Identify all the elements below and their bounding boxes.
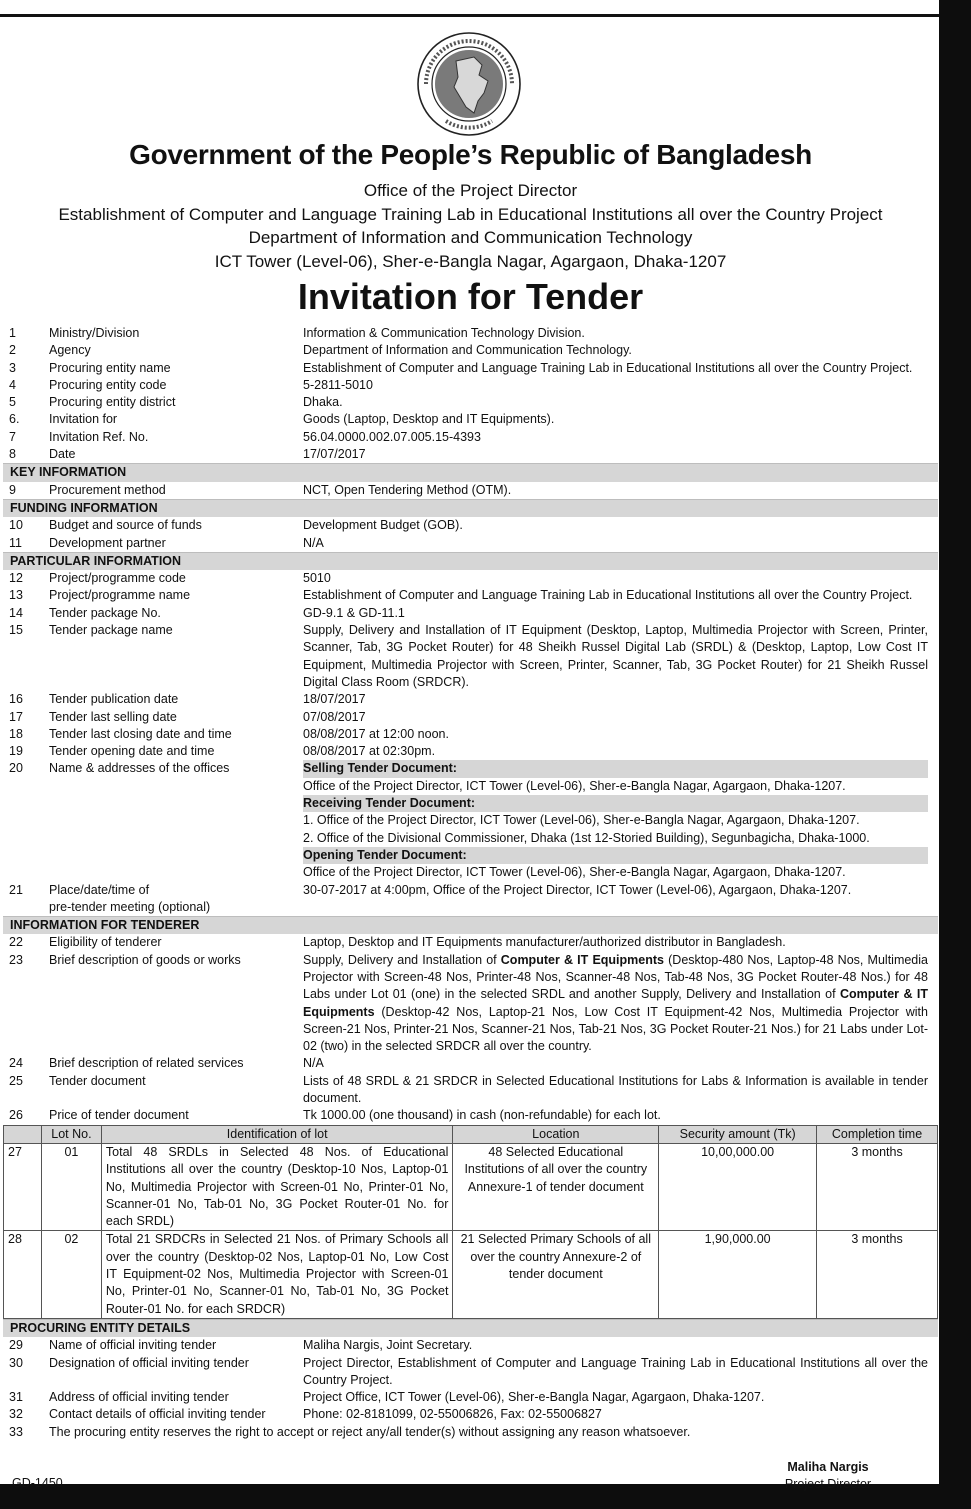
government-title: Government of the People’s Republic of Bangladesh (129, 139, 812, 170)
detail-row (3, 482, 938, 499)
goods-description-row (3, 952, 938, 1056)
row-number: 12 (9, 571, 23, 586)
goods-emphasis-1: Computer & IT Equipments (500, 952, 664, 967)
row-label-line-2: pre-tender meeting (optional) (49, 899, 211, 914)
row-value: 56.04.0000.002.07.005.15-4393 (303, 429, 481, 444)
row-value: 5-2811-5010 (303, 377, 373, 392)
row-value: Establishment of Computer and Language Training Lab in Educational Institutions all over the Country Project. (303, 360, 913, 375)
row-number: 16 (9, 692, 23, 707)
detail-row (3, 325, 938, 342)
row-label: Project/programme name (49, 588, 191, 603)
row-value: 17/07/2017 (303, 447, 366, 462)
row-number: 22 (9, 935, 23, 950)
detail-row (3, 377, 938, 394)
detail-row (3, 1389, 938, 1406)
row-value: Establishment of Computer and Language Training Lab in Educational Institutions all over the Country Project. (303, 588, 913, 603)
row-label: Project/programme code (49, 571, 186, 586)
section-information-for-tenderer: INFORMATION FOR TENDERER (3, 916, 938, 934)
receiving-office-2: 2. Office of the Divisional Commissioner, Dhaka (1st 12-Storied Building), Segunbagicha, Dhaka-1000. (303, 830, 870, 845)
row-value: Tk 1000.00 (one thousand) in cash (non-refundable) for each lot. (303, 1108, 661, 1123)
row-number: 3 (9, 360, 16, 375)
selling-office: Office of the Project Director, ICT Tower (Level-06), Sher-e-Bangla Nagar, Agargaon, Dhaka-1207. (303, 778, 846, 793)
row-number: 27 (4, 1143, 42, 1230)
tender-details (3, 325, 938, 1441)
row-number: 6. (9, 412, 20, 427)
signature-block (773, 1459, 883, 1493)
lot-location: 21 Selected Primary Schools of all over the country Annexure-2 of tender document (453, 1231, 659, 1318)
table-row (4, 1231, 938, 1318)
row-number: 9 (9, 482, 16, 497)
detail-row (3, 691, 938, 708)
row-label: Budget and source of funds (49, 518, 202, 533)
row-number: 14 (9, 605, 23, 620)
row-value: 5010 (303, 571, 331, 586)
opening-heading: Opening Tender Document: (303, 847, 928, 864)
detail-row (3, 446, 938, 463)
signatory-title: Project Director (784, 1477, 872, 1491)
row-label: Invitation for (49, 412, 118, 427)
row-label: Brief description of related services (49, 1056, 244, 1071)
row-number: 11 (9, 535, 22, 550)
row-number: 13 (9, 588, 23, 603)
row-number: 25 (9, 1073, 23, 1088)
row-label: Eligibility of tenderer (49, 935, 162, 950)
lot-completion: 3 months (817, 1231, 938, 1318)
pre-tender-meeting-row (3, 882, 938, 917)
lot-security: 1,90,000.00 (659, 1231, 817, 1318)
address-line: ICT Tower (Level-06), Sher-e-Bangla Nagar, Agargaon, Dhaka-1207 (214, 252, 727, 271)
row-value: 30-07-2017 at 4:00pm, Office of the Project Director, ICT Tower (Level-06), Agargaon, Dhaka-1207. (303, 882, 852, 897)
lot-location: 48 Selected Educational Institutions of all over the country Annexure-1 of tender document (453, 1143, 659, 1230)
detail-row (3, 1073, 938, 1108)
row-value: Maliha Nargis, Joint Secretary. (303, 1338, 473, 1353)
row-label: Procurement method (49, 482, 166, 497)
lot-number: 01 (41, 1143, 101, 1230)
detail-row (3, 360, 938, 377)
row-value: Department of Information and Communication Technology. (303, 343, 632, 358)
notice-title: Invitation for Tender (297, 276, 644, 317)
row-value: GD-9.1 & GD-11.1 (303, 605, 405, 620)
row-number: 5 (9, 395, 16, 410)
receiving-heading: Receiving Tender Document: (303, 795, 928, 812)
row-label: Ministry/Division (49, 326, 140, 340)
goods-text-1: Supply, Delivery and Installation of (303, 952, 501, 967)
department-line: Department of Information and Communication Technology (248, 228, 693, 247)
top-border (0, 0, 971, 17)
detail-row (3, 429, 938, 446)
reservation-row (3, 1424, 938, 1441)
lots-header-lot: Lot No. (41, 1125, 101, 1143)
detail-row (3, 411, 938, 428)
detail-row (3, 743, 938, 760)
lots-header-blank (4, 1125, 42, 1143)
row-number: 8 (9, 447, 16, 462)
receiving-office-1: 1. Office of the Project Director, ICT Tower (Level-06), Sher-e-Bangla Nagar, Agargaon, Dhaka-1207. (303, 813, 860, 828)
offices-value (303, 760, 938, 881)
row-label: Name & addresses of the offices (49, 761, 230, 776)
row-label: Tender document (49, 1073, 146, 1088)
row-number: 24 (9, 1056, 23, 1071)
section-funding-information: FUNDING INFORMATION (3, 499, 938, 517)
government-seal-icon (416, 31, 522, 137)
row-label: Tender last closing date and time (49, 726, 232, 741)
lots-header-row (4, 1125, 938, 1143)
row-label: Procuring entity code (49, 377, 167, 392)
lots-header-security: Security amount (Tk) (659, 1125, 817, 1143)
detail-row (3, 1355, 938, 1390)
row-value: Lists of 48 SRDL & 21 SRDCR in Selected Educational Institutions for Labs & Information is available in tender document. (303, 1073, 928, 1106)
detail-row (3, 1107, 938, 1124)
row-value: Dhaka. (303, 395, 343, 410)
row-label: Tender publication date (49, 692, 179, 707)
row-value: 08/08/2017 at 02:30pm. (303, 744, 436, 759)
row-number: 26 (9, 1108, 23, 1123)
row-label: Tender last selling date (49, 709, 177, 724)
row-label-line-1: Place/date/time of (49, 882, 150, 897)
row-label: Procuring entity name (49, 360, 171, 375)
detail-row (3, 394, 938, 411)
row-value: NCT, Open Tendering Method (OTM). (303, 482, 512, 497)
office-line: Office of the Project Director (363, 181, 578, 200)
row-value: Laptop, Desktop and IT Equipments manufacturer/authorized distributor in Bangladesh. (303, 935, 786, 950)
row-label: Contact details of official inviting tender (49, 1407, 266, 1422)
goods-emphasis-2: Computer & IT Equipments (303, 987, 929, 1019)
detail-row (3, 570, 938, 587)
table-row (4, 1143, 938, 1230)
lot-security: 10,00,000.00 (659, 1143, 817, 1230)
row-number: 10 (9, 518, 23, 533)
row-label (49, 882, 299, 917)
detail-row (3, 1337, 938, 1354)
opening-office: Office of the Project Director, ICT Tower (Level-06), Sher-e-Bangla Nagar, Agargaon, Dhaka-1207. (303, 865, 846, 880)
section-procuring-entity-details: PROCURING ENTITY DETAILS (3, 1319, 938, 1337)
row-label: Invitation Ref. No. (49, 429, 149, 444)
row-label: Address of official inviting tender (49, 1390, 229, 1405)
row-number: 33 (9, 1424, 23, 1439)
row-number: 23 (9, 952, 23, 967)
project-line: Establishment of Computer and Language Training Lab in Educational Institutions all over the Country Project (58, 205, 883, 224)
row-value: Development Budget (GOB). (303, 518, 463, 533)
row-value: Phone: 02-8181099, 02-55006826, Fax: 02-55006827 (303, 1407, 602, 1422)
goods-text-2: (Desktop-480 Nos, Laptop-48 Nos, Multimedia Projector with Screen-48 Nos, Printer-48 Nos, Scanner-48 Nos, Tab-48 Nos, 3G Pocket Router-48 Nos.) for 48 Labs under Lot 01 (one) in the selected SRDL and another Supply, Delivery and Installation of (303, 952, 928, 1002)
row-number: 30 (9, 1355, 23, 1370)
lots-table (3, 1125, 938, 1319)
goods-text-3: (Desktop-42 Nos, Laptop-21 Nos, Low Cost IT Equipment-42 Nos, Multimedia Projector with Screen-21 Nos, Printer-21 Nos, Scanner-21 Nos, Tab-21 Nos, 3G Pocket Router-21 Nos.) for 21 Labs under Lot-02 (two) in the selected SRDCR all over the country. (303, 1004, 928, 1054)
reservation-text: The procuring entity reserves the right to accept or reject any/all tender(s) without assigning any reason whatsoever. (49, 1424, 691, 1439)
row-value: Project Director, Establishment of Computer and Language Training Lab in Educational Institutions all over the Country Project. (303, 1355, 928, 1387)
row-number: 1 (9, 326, 16, 340)
row-label: Date (49, 447, 76, 462)
detail-row (3, 342, 938, 359)
row-value: N/A (303, 535, 324, 550)
row-value: N/A (303, 1056, 324, 1071)
detail-row (3, 587, 938, 604)
row-label: Price of tender document (49, 1108, 189, 1123)
detail-row (3, 605, 938, 622)
detail-row (3, 1055, 938, 1072)
section-key-information: KEY INFORMATION (3, 463, 938, 481)
row-number: 7 (9, 429, 16, 444)
lots-header-identification: Identification of lot (101, 1125, 453, 1143)
row-label: Tender package name (49, 623, 173, 638)
row-number: 18 (9, 726, 23, 741)
row-number: 4 (9, 377, 16, 392)
detail-row (3, 535, 938, 552)
lots-header-completion: Completion time (817, 1125, 938, 1143)
row-number: 29 (9, 1338, 23, 1353)
lot-completion: 3 months (817, 1143, 938, 1230)
row-label: Tender opening date and time (49, 744, 215, 759)
lot-number: 02 (41, 1231, 101, 1318)
offices-row (3, 760, 938, 881)
row-number: 17 (9, 709, 23, 724)
row-label: Designation of official inviting tender (49, 1355, 249, 1370)
row-number: 15 (9, 623, 23, 638)
row-label: Procuring entity district (49, 395, 176, 410)
row-value: Project Office, ICT Tower (Level-06), Sher-e-Bangla Nagar, Agargaon, Dhaka-1207. (303, 1390, 765, 1405)
detail-row (3, 934, 938, 951)
row-number: 2 (9, 343, 16, 358)
signatory-name: Maliha Nargis (787, 1460, 869, 1474)
row-value (303, 952, 938, 1056)
detail-row (3, 709, 938, 726)
row-value: 08/08/2017 at 12:00 noon. (303, 726, 449, 741)
row-value: 07/08/2017 (303, 709, 366, 724)
row-number: 31 (9, 1390, 23, 1405)
lot-identification: Total 21 SRDCRs in Selected 21 Nos. of Primary Schools all over the country (Desktop-02 Nos, Laptop-01 No, Low Cost IT Equipment-02 Nos, Multimedia Projector with Screen-01 No, Printer-01 No, Scanner-01 No, Tab-01 No, 3G Pocket Router-01 No. for each SRDCR) (101, 1231, 453, 1318)
detail-row (3, 517, 938, 534)
row-number: 19 (9, 744, 23, 759)
right-scan-edge (939, 0, 971, 1509)
selling-heading: Selling Tender Document: (303, 760, 928, 777)
detail-row (3, 622, 938, 691)
section-particular-information: PARTICULAR INFORMATION (3, 552, 938, 570)
row-label: Tender package No. (49, 605, 161, 620)
row-label: Agency (49, 343, 91, 358)
notice-code: GD-1450 (12, 1476, 63, 1490)
row-label: Development partner (49, 535, 166, 550)
detail-row (3, 1406, 938, 1423)
row-number: 21 (9, 882, 23, 897)
lots-header-location: Location (453, 1125, 659, 1143)
row-label: Name of official inviting tender (49, 1338, 217, 1353)
lot-identification: Total 48 SRDLs in Selected 48 Nos. of Educational Institutions all over the country (Desktop-10 Nos, Laptop-01 No, Multimedia Projector with Screen-01 No, Printer-01 No, Scanner-01 No, Tab-01 No, 3G Pocket Router-01 No. for each SRDL) (101, 1143, 453, 1230)
detail-row (3, 726, 938, 743)
row-value: Information & Communication Technology Division. (303, 326, 585, 340)
row-number: 20 (9, 761, 23, 776)
row-label: Brief description of goods or works (49, 952, 241, 967)
row-value: Supply, Delivery and Installation of IT Equipment (Desktop, Laptop, Multimedia Projector with Screen, Printer, Scanner, Tab, 3G Pocket Router) for 48 Sheikh Russel Digital Lab (SRDL) & (Desktop, Laptop, Low Cost IT Equipment, Multimedia Projector with Screen, Printer, Scanner, Tab, 3G Pocket Router) for 21 Sheikh Russel Digital Class Room (SRDCR). (303, 623, 928, 689)
row-value: Goods (Laptop, Desktop and IT Equipments). (303, 412, 555, 427)
row-number: 32 (9, 1407, 23, 1422)
row-value: 18/07/2017 (303, 692, 366, 707)
row-number: 28 (4, 1231, 42, 1318)
